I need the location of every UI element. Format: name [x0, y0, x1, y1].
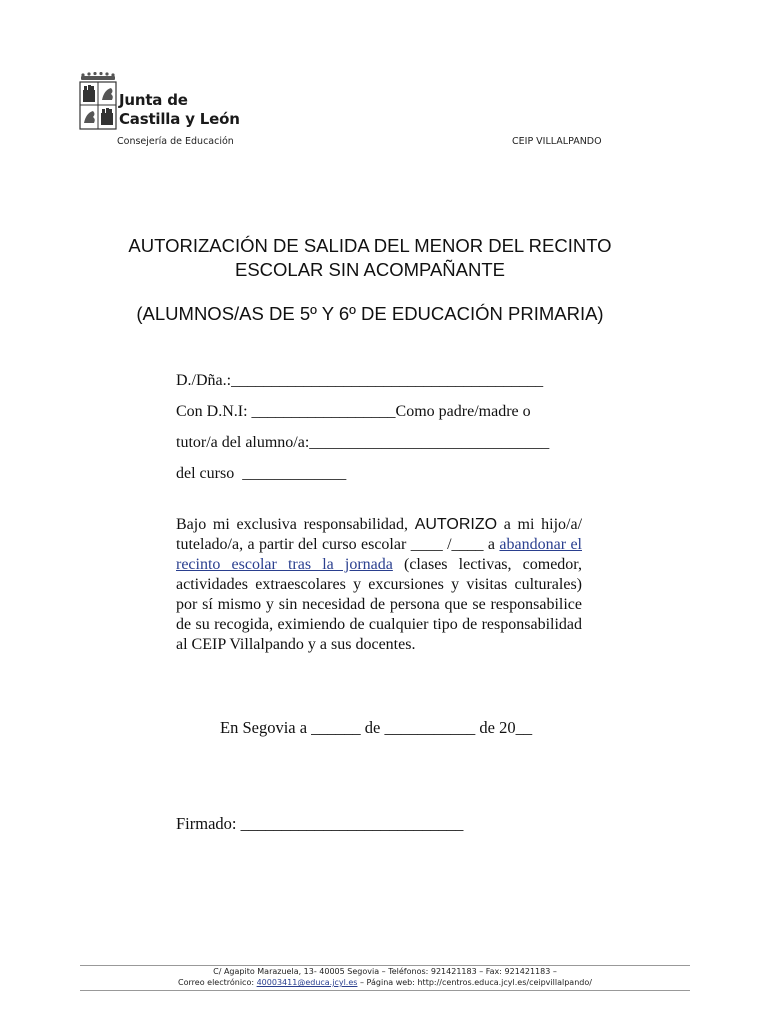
logo-line-1: Junta de — [119, 91, 188, 109]
place-date-line: En Segovia a ______ de ___________ de 20__ — [220, 718, 533, 737]
logo-wordmark — [119, 91, 240, 129]
authorization-paragraph — [176, 515, 582, 655]
footer-email-link[interactable]: 40003411@educa.jcyl.es — [256, 978, 358, 987]
leave-school-link[interactable]: abandonar el recinto escolar tras la jornada — [176, 536, 582, 573]
footer-web: – Página web: http://centros.educa.jcyl.es/ceipvillalpando/ — [357, 978, 592, 987]
paragraph-part-2: a mi hijo/a/ tutelado/a, a partir del curso escolar ____ /____ a — [176, 516, 583, 553]
logo-line-2: Castilla y León — [119, 110, 240, 128]
footer-divider-top — [80, 965, 690, 966]
footer-contact — [80, 978, 690, 987]
footer-email-label: Correo electrónico: — [178, 978, 257, 987]
school-label: CEIP VILLALPANDO — [512, 136, 602, 147]
authorize-word: AUTORIZO — [414, 516, 498, 533]
dni-field-line: Con D.N.I: __________________Como padre/madre o — [176, 403, 531, 420]
paragraph-part-1: Bajo mi exclusiva responsabilidad, — [176, 516, 415, 533]
signature-line: Firmado: ___________________________ — [176, 814, 464, 833]
footer-address: C/ Agapito Marazuela, 13- 40005 Segovia – Teléfonos: 921421183 – Fax: 921421183 – — [213, 967, 557, 976]
document-title — [60, 234, 680, 282]
footer-divider-bottom — [80, 990, 690, 991]
tutor-field-line: tutor/a del alumno/a:______________________________ — [176, 434, 550, 451]
course-field-line: del curso _____________ — [176, 465, 347, 482]
name-field-line: D./Dña.:_______________________________________ — [176, 372, 544, 389]
department-label: Consejería de Educación — [117, 136, 234, 147]
document-subtitle: (ALUMNOS/AS DE 5º Y 6º DE EDUCACIÓN PRIMARIA) — [136, 303, 604, 324]
paragraph-part-3: (clases lectivas, comedor, actividades extraescolares y excursiones y visitas culturales) por sí mismo y sin necesidad de persona que se responsabilice de su recogida, eximiendo de cualquier tipo de responsabilidad al CEIP Villalpando y a sus docentes. — [176, 556, 582, 653]
coat-of-arms-icon — [79, 72, 117, 130]
title-line-1: AUTORIZACIÓN DE SALIDA DEL MENOR DEL RECINTO — [128, 235, 612, 256]
title-line-2: ESCOLAR SIN ACOMPAÑANTE — [234, 259, 506, 280]
